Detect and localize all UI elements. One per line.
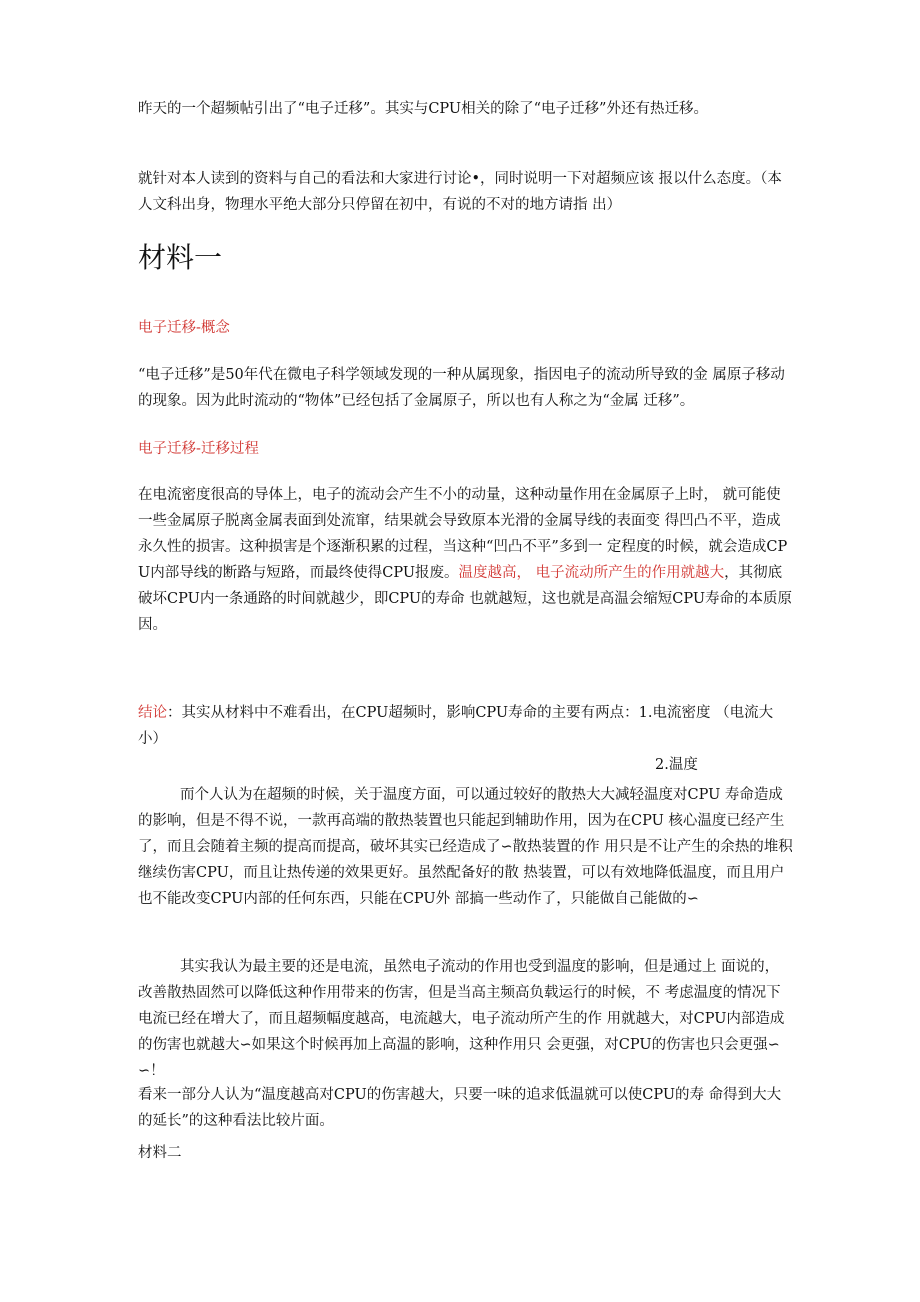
process-text-highlight: 温度越高， 电子流动所产生的作用就越大 (458, 565, 725, 581)
intro-line-2: 就针对本人读到的资料与自己的看法和大家进行讨论•，同时说明一下对超频应该 报以什么态度。（本人文科出身，物理水平绝大部分只停留在初中，有说的不对的地方请指 出） (138, 171, 782, 213)
intro-line-1: 昨天的一个超频帖引出了“电子迁移”。其实与CPU相关的除了“电子迁移”外还有热迁移。 (138, 101, 708, 117)
conclusion-item-2: 2.温度 (655, 757, 698, 773)
process-heading: 电子迁移-迁移过程 (138, 441, 259, 457)
material-one-title: 材料一 (138, 241, 223, 274)
material-two-title: 材料二 (138, 1145, 182, 1161)
process-text-part-b: ，其彻底破坏CPU内一条通路的时间就越少，即CPU的寿命 也就越短，这也就是高温会缩短CPU寿命的本质原因。 (138, 565, 793, 633)
conclusion-text: ：其实从材料中不难看出，在CPU超频时，影响CPU寿命的主要有两点：1.电流密度 （电流大小） (138, 705, 774, 747)
conclusion-line (138, 700, 793, 752)
conclusion-label: 结论 (138, 705, 167, 721)
conclusion-paragraph-2: 其实我认为最主要的还是电流，虽然电子流动的作用也受到温度的影响，但是通过上 面说的，改善散热固然可以降低这种作用带来的伤害，但是当高主频高负载运行的时候，不 考虑温度的情况下电流已经在增大了，而且超频幅度越高，电流越大，电子流动所产生的作 用就越大，对CPU内部造成的伤害也就越大∽如果这个时候再加上高温的影响，这种作用只 会更强，对CPU的伤害也只会更强∽∽！ (138, 959, 785, 1079)
concept-text: “电子迁移”是50年代在微电子科学领域发现的一种从属现象，指因电子的流动所导致的金 属原子移动的现象。因为此时流动的“物体”已经包括了金属原子，所以也有人称之为“金属 迁移”。 (138, 367, 785, 409)
conclusion-paragraph-1: 而个人认为在超频的时候，关于温度方面，可以通过较好的散热大大减轻温度对CPU 寿命造成的影响，但是不得不说，一款再高端的散热装置也只能起到辅助作用，因为在CPU 核心温度已经产生了，而且会随着主频的提高而提高，破坏其实已经造成了∽散热装置的作 用只是不让产生的余热的堆积继续伤害CPU，而且让热传递的效果更好。虽然配备好的散 热装置，可以有效地降低温度，而且用户也不能改变CPU内部的任何东西，只能在CPU外 部搞一些动作了，只能做自己能做的∽ (138, 787, 793, 907)
concept-heading: 电子迁移-概念 (138, 320, 230, 336)
conclusion-paragraph-3: 看来一部分人认为“温度越高对CPU的伤害越大，只要一味的追求低温就可以使CPU的寿 命得到大大的延长”的这种看法比较片面。 (138, 1087, 782, 1129)
process-text (138, 482, 793, 638)
process-text-part-a: 在电流密度很高的导体上，电子的流动会产生不小的动量，这种动量作用在金属原子上时， 就可能使一些金属原子脱离金属表面到处流窜，结果就会导致原本光滑的金属导线的表面变 得凹凸不平，造成永久性的损害。这种损害是个逐渐积累的过程，当这种“凹凸不平”多到一 定程度的时候，就会造成CPU内部导线的断路与短路，而最终使得CPU报废。 (138, 487, 788, 581)
